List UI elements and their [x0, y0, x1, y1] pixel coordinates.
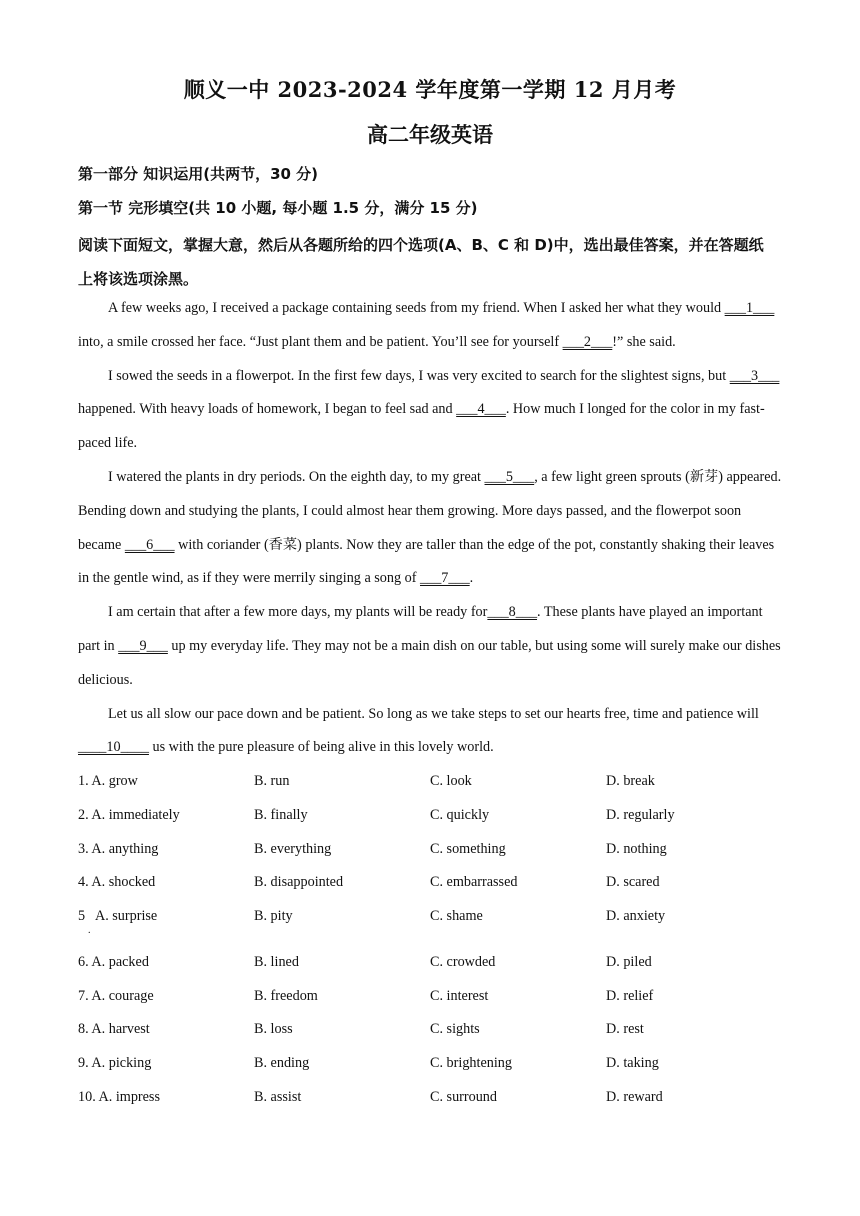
option-c: C. shame: [430, 908, 483, 925]
option-c: C. interest: [430, 987, 489, 1004]
blank-1: ___1___: [724, 300, 775, 316]
option-b: B. finally: [254, 806, 308, 823]
text-run: us with the pure pleasure of being alive in this lovely world.: [148, 739, 494, 756]
text-run: Let us all slow our pace down and be patient. So long as we take steps to set our hearts free, time and patience will: [108, 705, 759, 722]
cloze-passage: [78, 292, 783, 765]
option-b: B. everything: [254, 840, 332, 857]
section-heading: 第一节 完形填空(共 10 小题, 每小题 1.5 分，满分 15 分): [78, 199, 478, 217]
option-a: 2. A. immediately: [78, 806, 180, 823]
option-c: C. embarrassed: [430, 874, 518, 891]
blank-4: ___4___: [456, 401, 506, 418]
question-row-10: [78, 1081, 798, 1115]
exam-title: 顺义一中 2023-2024 学年度第一学期 12 月月考: [183, 77, 677, 102]
text-run: A few weeks ago, I received a package containing seeds from my friend. When I asked her what they would: [108, 300, 725, 316]
option-a: 10. A. impress: [78, 1088, 160, 1105]
paragraph-2: [78, 360, 783, 461]
blank-6: ___6___: [124, 536, 175, 553]
paragraph-1: [78, 292, 783, 360]
option-a: 5 A. surprise: [78, 908, 158, 925]
text-run: !” she said.: [612, 333, 676, 350]
text-run: up my everyday life. They may not be a main dish on our table, but using some will surely make our dishes delicious.: [78, 637, 781, 688]
stray-dot-mark: .: [88, 925, 91, 937]
text-run: .: [469, 570, 474, 587]
exam-subtitle: 高二年级英语: [367, 122, 493, 147]
text-run: I watered the plants in dry periods. On the eighth day, to my great: [108, 468, 485, 485]
option-b: B. assist: [254, 1088, 302, 1105]
text-run: into, a smile crossed her face. “Just plant them and be patient. You’ll see for yourself: [78, 333, 563, 350]
option-b: B. run: [254, 773, 290, 789]
option-c: C. look: [430, 773, 472, 789]
question-row-9: [78, 1047, 798, 1081]
option-a: 4. A. shocked: [78, 874, 156, 891]
paragraph-4: [78, 596, 783, 697]
question-row-4: [78, 866, 798, 900]
part-heading: 第一部分 知识运用(共两节，30 分): [78, 165, 319, 183]
text-run: I am certain that after a few more days, my plants will be ready for: [108, 604, 488, 621]
option-b: B. disappointed: [254, 874, 344, 891]
paragraph-3: [78, 461, 783, 596]
option-a: 3. A. anything: [78, 840, 159, 857]
text-run: happened. With heavy loads of homework, I began to feel sad and: [78, 401, 457, 418]
option-d: D. piled: [606, 953, 652, 970]
text-run: . These plants have played an important part in: [78, 604, 763, 654]
option-d: D. anxiety: [606, 908, 666, 925]
question-row-2: [78, 799, 798, 833]
question-row-7: [78, 980, 798, 1014]
option-a: 7. A. courage: [78, 987, 154, 1004]
option-d: D. relief: [606, 987, 654, 1004]
option-c: C. crowded: [430, 953, 496, 970]
option-d: D. rest: [606, 1021, 644, 1038]
option-d: D. scared: [606, 874, 660, 891]
option-a: 9. A. picking: [78, 1055, 152, 1072]
option-d: D. nothing: [606, 840, 667, 857]
option-a: 1. A. grow: [78, 773, 138, 789]
paragraph-5: [78, 698, 783, 766]
option-c: C. something: [430, 840, 506, 857]
option-b: B. loss: [254, 1021, 293, 1038]
blank-7: ___7___: [420, 570, 470, 587]
option-c: C. quickly: [430, 806, 490, 823]
option-d: D. taking: [606, 1055, 659, 1072]
text-run: , a few light green sprouts (新芽) appeared. Bending down and studying the plants, I could almost hear them growing. More days passed, and the flowerpot soon became: [78, 468, 782, 553]
instructions: 阅读下面短文，掌握大意，然后从各题所给的四个选项(A、B、C 和 D)中，选出最佳答案，并在答题纸上将该选项涂黑。: [78, 236, 764, 288]
option-b: B. ending: [254, 1055, 310, 1072]
text-run: with coriander (香菜) plants. Now they are taller than the edge of the pot, constantly shaking their leaves in the gentle wind, as if they were merrily singing a song of: [78, 536, 775, 587]
question-row-8: [78, 1013, 798, 1047]
blank-8: ___8___: [487, 604, 538, 621]
blank-10: ____10____: [78, 739, 149, 756]
option-c: C. brightening: [430, 1055, 512, 1072]
option-a: 6. A. packed: [78, 953, 149, 970]
answer-options: [78, 765, 798, 1115]
option-d: D. reward: [606, 1088, 663, 1105]
question-row-6: [78, 946, 798, 980]
text-run: . How much I longed for the color in my fast-paced life.: [78, 401, 765, 452]
question-row-1: [78, 765, 798, 799]
option-c: C. surround: [430, 1088, 497, 1105]
blank-2: ___2___: [562, 333, 613, 350]
option-d: D. regularly: [606, 806, 675, 823]
option-b: B. freedom: [254, 987, 318, 1004]
blank-5: ___5___: [484, 468, 535, 485]
option-d: D. break: [606, 773, 655, 789]
question-row-5: [78, 900, 798, 946]
blank-3: ___3___: [729, 367, 780, 384]
question-row-3: [78, 833, 798, 867]
option-c: C. sights: [430, 1021, 480, 1038]
option-b: B. lined: [254, 953, 299, 970]
blank-9: ___9___: [118, 637, 168, 654]
text-run: I sowed the seeds in a flowerpot. In the first few days, I was very excited to search for the slightest signs, but: [108, 367, 730, 384]
option-a: 8. A. harvest: [78, 1021, 150, 1038]
option-b: B. pity: [254, 908, 293, 925]
